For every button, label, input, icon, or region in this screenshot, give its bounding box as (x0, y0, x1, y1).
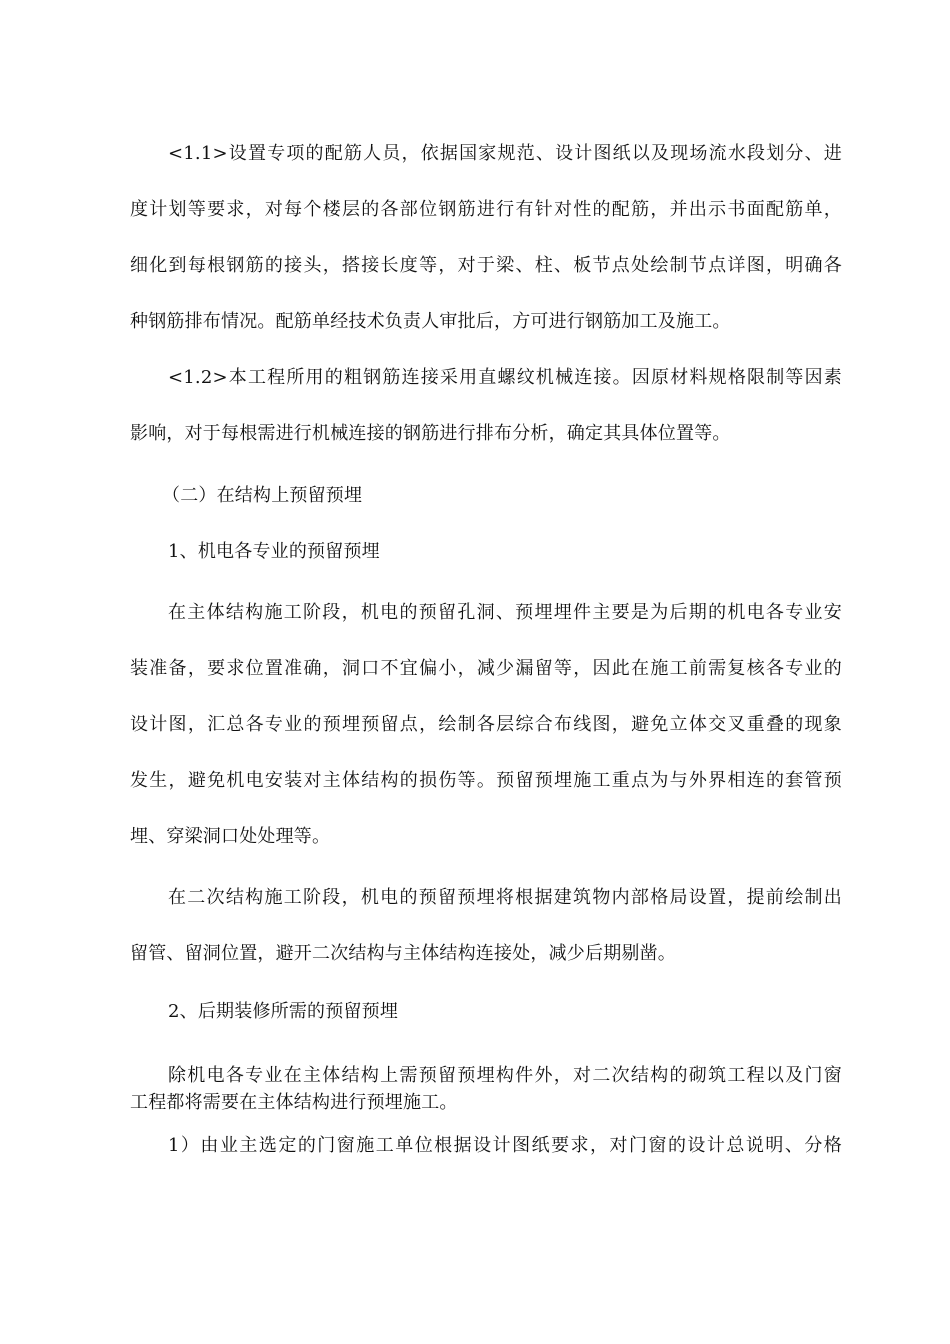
para-decoration-line-1: 除机电各专业在主体结构上需预留预埋构件外，对二次结构的砌筑工程以及门窗 (168, 1065, 842, 1086)
list-item-1-line-1: 1）由业主选定的门窗施工单位根据设计图纸要求，对门窗的设计总说明、分格 (168, 1135, 842, 1156)
para-1-1-line-2: 度计划等要求，对每个楼层的各部位钢筋进行有针对性的配筋，并出示书面配筋单， (130, 199, 842, 220)
para-1-2-line-1: <1.2>本工程所用的粗钢筋连接采用直螺纹机械连接。因原材料规格限制等因素 (168, 367, 842, 388)
para-decoration-line-2: 工程都将需要在主体结构进行预埋施工。 (130, 1092, 458, 1113)
para-mep-line-5: 埋、穿梁洞口处处理等。 (130, 826, 331, 847)
para-mep-line-3: 设计图，汇总各专业的预埋预留点，绘制各层综合布线图，避免立体交叉重叠的现象 (130, 714, 842, 735)
para-mep-line-1: 在主体结构施工阶段，机电的预留孔洞、预埋埋件主要是为后期的机电各专业安 (168, 602, 842, 623)
subsection-heading-2: 2、后期装修所需的预留预埋 (168, 1001, 399, 1022)
para-secondary-line-1: 在二次结构施工阶段，机电的预留预埋将根据建筑物内部格局设置，提前绘制出 (168, 887, 842, 908)
para-1-1-line-1: <1.1>设置专项的配筋人员，依据国家规范、设计图纸以及现场流水段划分、进 (168, 143, 842, 164)
para-1-1-line-4: 种钢筋排布情况。配筋单经技术负责人审批后，方可进行钢筋加工及施工。 (130, 311, 731, 332)
para-secondary-line-2: 留管、留洞位置，避开二次结构与主体结构连接处，减少后期剔凿。 (130, 943, 676, 964)
para-mep-line-2: 装准备，要求位置准确，洞口不宜偏小，减少漏留等，因此在施工前需复核各专业的 (130, 658, 842, 679)
para-1-2-line-2: 影响，对于每根需进行机械连接的钢筋进行排布分析，确定其具体位置等。 (130, 423, 731, 444)
subsection-heading-1: 1、机电各专业的预留预埋 (168, 541, 380, 562)
para-mep-line-4: 发生，避免机电安装对主体结构的损伤等。预留预埋施工重点为与外界相连的套管预 (130, 770, 842, 791)
section-heading-2: （二）在结构上预留预埋 (162, 485, 363, 506)
para-1-1-line-3: 细化到每根钢筋的接头，搭接长度等，对于梁、柱、板节点处绘制节点详图，明确各 (130, 255, 842, 276)
